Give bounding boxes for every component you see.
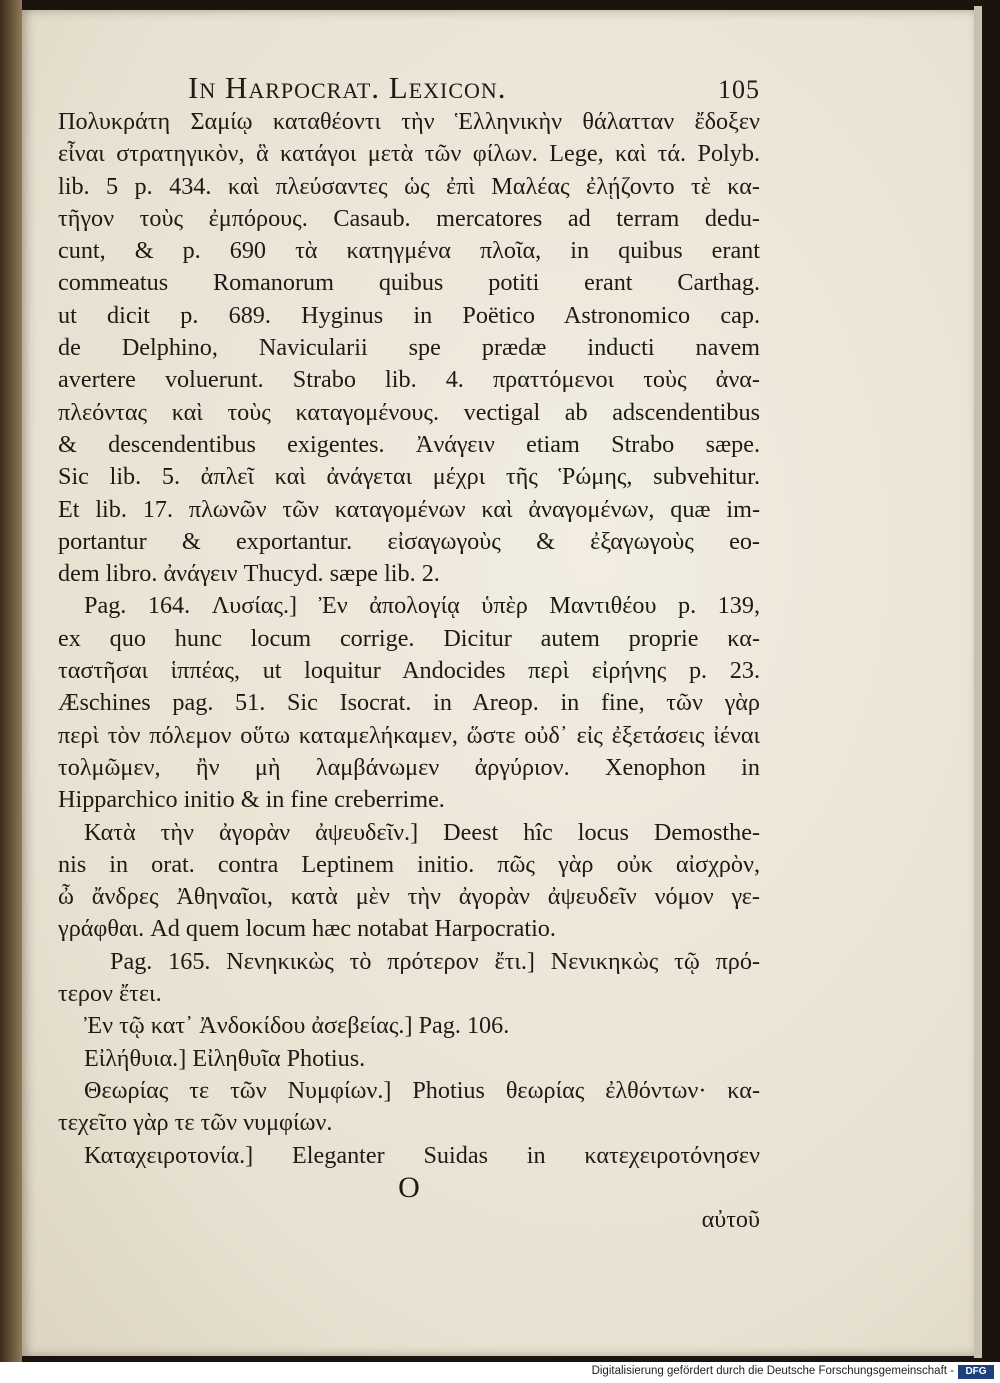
text-line: γράφθαι. Ad quem locum hæc notabat Harpocratio. [58,915,556,943]
text-line: ex quo hunc locum corrige. Dicitur autem proprie κα- [58,624,760,652]
text-line: Πολυκράτη Σαμίῳ καταθέοντι τὴν Ἑλληνικὴν θάλατταν ἔδοξεν [58,108,760,135]
text-line: Καταχειροτονία.] Eleganter Suidas in κατεχειροτόνησεν [84,1141,760,1169]
text-line: dem libro. ἀνάγειν Thucyd. sæpe lib. 2. [58,560,440,588]
signature-mark: O [398,1171,420,1204]
text-line: avertere voluerunt. Strabo lib. 4. πραττόμενοι τοὺς ἀνα- [58,366,760,394]
text-line: τολμῶμεν, ἢν μὴ λαμβάνωμεν ἀργύριον. Xenophon in [58,753,760,781]
text-line: τερον ἔτει. [58,980,162,1008]
text-line: Ἐν τῷ κατ᾽ Ἀνδοκίδου ἀσεβείας.] Pag. 106. [84,1012,510,1040]
text-line: Pag. 165. Νενηκικὼς τὸ πρότερον ἔτι.] Νενικηκὼς τῷ πρό- [110,947,760,975]
footer-bar [0,1362,1000,1383]
text-line: & descendentibus exigentes. Ἀνάγειν etiam Strabo sæpe. [58,430,760,458]
text-line: ut dicit p. 689. Hyginus in Poëtico Astronomico cap. [58,301,760,329]
running-head [58,70,760,110]
text-line: nis in orat. contra Leptinem initio. πῶς γὰρ οὐκ αἰσχρὸν, [58,850,760,878]
page-edge [974,6,982,1358]
text-line: Et lib. 17. πλωνῶν τῶν καταγομένων καὶ ἀναγομένων, quæ im- [58,495,760,523]
text-line: εἶναι στρατηγικὸν, ἃ κατάγοι μετὰ τῶν φίλων. Lege, καὶ τά. Polyb. [58,140,760,168]
text-line: τεχεῖτο γὰρ τε τῶν νυμφίων. [58,1109,333,1137]
text-line: Sic lib. 5. ἀπλεῖ καὶ ἀνάγεται μέχρι τῆς Ῥώμης, subvehitur. [58,463,760,491]
text-line: Θεωρίας τε τῶν Νυμφίων.] Photius θεωρίας ἐλθόντων· κα- [84,1076,760,1104]
text-line: Εἰλήθυια.] Εἰληθυῖα Photius. [84,1044,366,1072]
text-line: περὶ τὸν πόλεμον οὕτω καταμελήκαμεν, ὥστε οὐδ᾽ εἰς ἐξετάσεις ἰέναι [58,721,760,749]
text-line: πλεόντας καὶ τοὺς καταγομένους. vectigal ab adscendentibus [58,398,760,426]
book-spine [0,0,22,1362]
text-line: lib. 5 p. 434. καὶ πλεύσαντες ὡς ἐπὶ Μαλέας ἐλῄζοντο τὲ κα- [58,172,760,200]
text-line: de Delphino, Navicularii spe prædæ inducti navem [58,334,760,362]
text-line: Pag. 164. Λυσίας.] Ἐν ἀπολογίᾳ ὑπὲρ Μαντιθέου p. 139, [84,592,760,620]
catchword: αὐτοῦ [701,1206,760,1234]
text-line: Κατὰ τὴν ἀγορὰν ἀψευδεῖν.] Deest hîc locus Demosthe- [84,818,760,846]
running-head-title: In Harpocrat. Lexicon. [188,70,507,105]
page-number: 105 [718,75,760,104]
text-line: τῆγον τοὺς ἐμπόρους. Casaub. mercatores ad terram dedu- [58,204,760,232]
text-line: ταστῆσαι ἱππέας, ut loquitur Andocides περὶ εἰρήνης p. 23. [58,657,760,685]
text-line: Hipparchico initio & in fine creberrime. [58,786,445,814]
page-text-block [58,70,760,1236]
text-line: Æschines pag. 51. Sic Isocrat. in Areop. in fine, τῶν γὰρ [58,689,760,717]
text-line: cunt, & p. 690 τὰ κατηγμένα πλοῖα, in quibus erant [58,237,760,265]
funding-credit: Digitalisierung gefördert durch die Deutsche Forschungsgemeinschaft - [591,1365,954,1377]
text-line: ὦ ἄνδρες Ἀθηναῖοι, κατὰ μὲν τὴν ἀγορὰν ἀψευδεῖν νόμον γε- [58,883,760,911]
dfg-logo: DFG [958,1365,994,1379]
text-line: commeatus Romanorum quibus potiti erant Carthag. [58,269,760,297]
text-line: portantur & exportantur. εἰσαγωγοὺς & ἐξαγωγοὺς eo- [58,527,760,555]
